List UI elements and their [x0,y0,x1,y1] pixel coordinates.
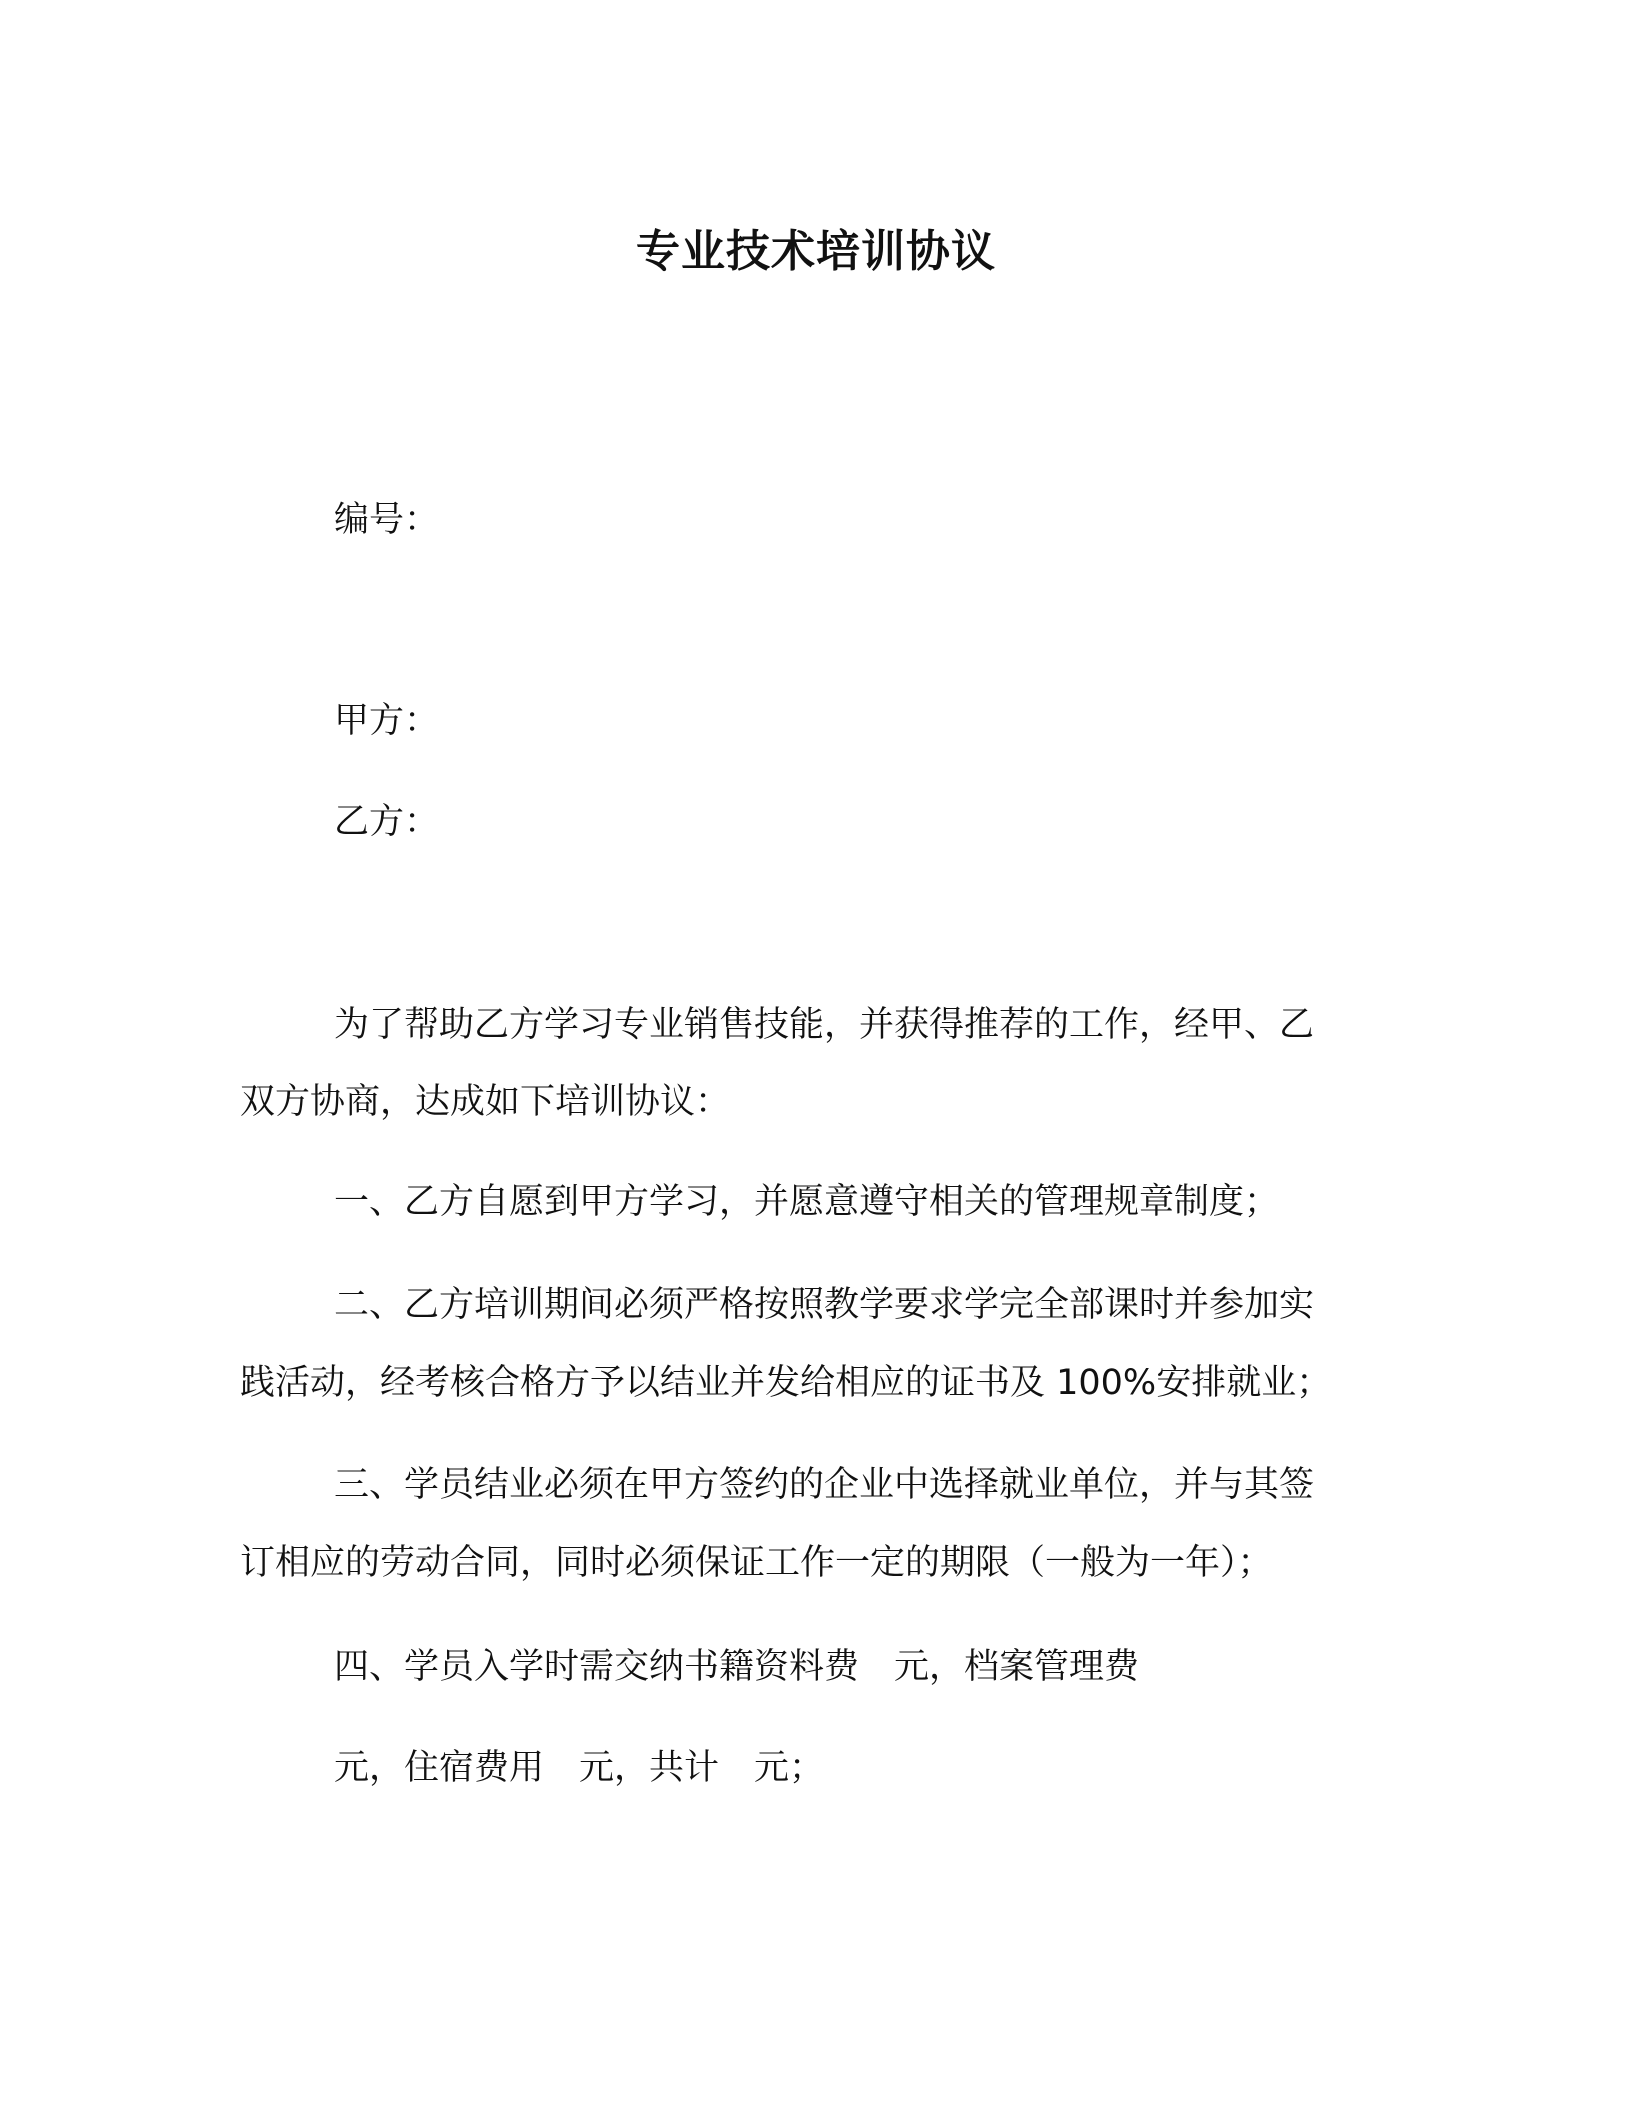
intro-line-2: 双方协商，达成如下培训协议： [240,1082,731,1122]
clause-1-line-1: 一、乙方自愿到甲方学习，并愿意遵守相关的管理规章制度； [334,1182,1280,1222]
clause-4-line-2: 元，住宿费用 元，共计 元； [334,1748,825,1788]
clause-2-line-1: 二、乙方培训期间必须严格按照教学要求学完全部课时并参加实 [334,1285,1315,1325]
party-a-label: 甲方： [334,701,440,741]
number-field-label: 编号： [334,500,440,540]
clause-2-line-2: 践活动，经考核合格方予以结业并发给相应的证书及 100%安排就业； [240,1363,1332,1403]
intro-line-1: 为了帮助乙方学习专业销售技能，并获得推荐的工作，经甲、乙 [334,1005,1315,1045]
document-title: 专业技术培训协议 [636,226,996,277]
clause-3-line-1: 三、学员结业必须在甲方签约的企业中选择就业单位，并与其签 [334,1465,1315,1505]
clause-3-line-2: 订相应的劳动合同，同时必须保证工作一定的期限（一般为一年）； [240,1543,1273,1583]
clause-4-line-1: 四、学员入学时需交纳书籍资料费 元，档案管理费 [334,1647,1140,1687]
party-b-label: 乙方： [334,802,440,842]
